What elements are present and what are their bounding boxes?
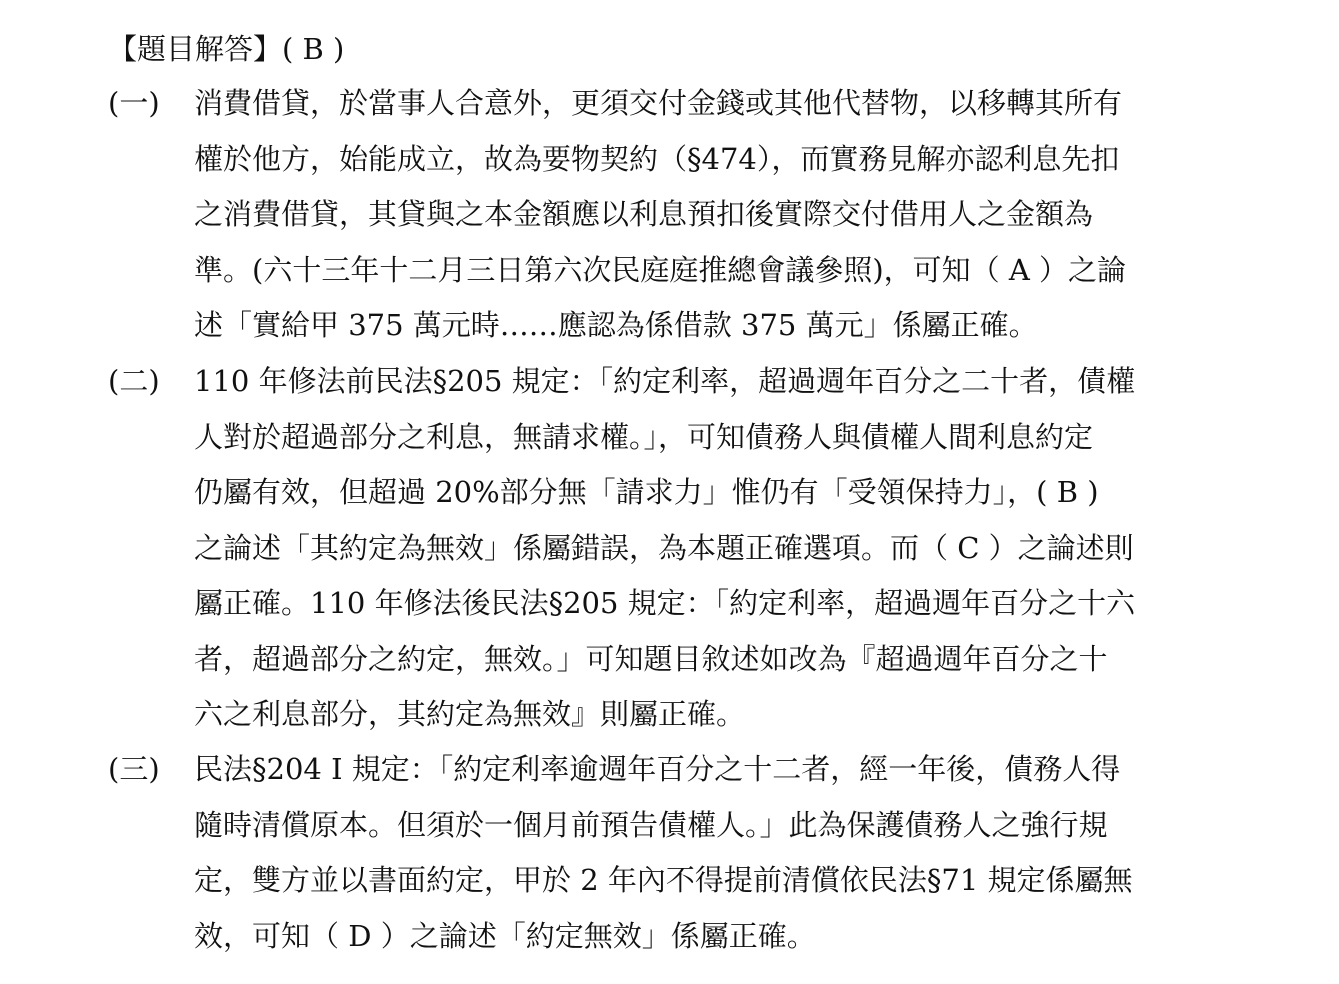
paragraph-line: 之消費借貸，其貸與之本金額應以利息預扣後實際交付借用人之金額為 xyxy=(194,197,1094,231)
paragraph-line: 者，超過部分之約定，無效。」可知題目敘述如改為『超過週年百分之十 xyxy=(194,641,1108,676)
answer-heading: 【題目解答】( B ) xyxy=(108,32,345,66)
section-one xyxy=(108,76,1258,354)
paragraph-line: 消費借貸，於當事人合意外，更須交付金錢或其他代替物，以移轉其所有 xyxy=(194,86,1123,120)
paragraph-line: 效，可知（ D ）之論述「約定無效」係屬正確。 xyxy=(194,918,816,953)
paragraph-line: 仍屬有效，但超過 20%部分無「請求力」惟仍有「受領保持力」，( B ) xyxy=(194,475,1099,509)
paragraph-line: 人對於超過部分之利息，無請求權。」，可知債務人與債權人間利息約定 xyxy=(194,419,1094,454)
paragraph-line: 述「實給甲 375 萬元時……應認為係借款 375 萬元」係屬正確。 xyxy=(194,308,1038,342)
paragraph-line: 定，雙方並以書面約定，甲於 2 年內不得提前清償依民法§71 規定係屬無 xyxy=(194,863,1133,897)
paragraph-line: 屬正確。110 年修法後民法§205 規定：「約定利率，超過週年百分之十六 xyxy=(194,586,1136,620)
paragraph-line: 六之利息部分，其約定為無效』則屬正確。 xyxy=(194,697,746,731)
paragraph-line: 民法§204 I 規定：「約定利率逾週年百分之十二者，經一年後，債務人得 xyxy=(194,752,1121,786)
paragraph-line: 隨時清償原本。但須於一個月前預告債權人。」此為保護債務人之強行規 xyxy=(194,807,1108,842)
section-three xyxy=(108,742,1258,964)
paragraph-line: 110 年修法前民法§205 規定：「約定利率，超過週年百分之二十者，債權 xyxy=(194,364,1136,398)
paragraph-line: 權於他方，始能成立，故為要物契約（§474），而實務見解亦認利息先扣 xyxy=(194,141,1120,176)
section-two xyxy=(108,354,1258,743)
paragraph-line: 準。(六十三年十二月三日第六次民庭庭推總會議參照)，可知（ A ）之論 xyxy=(194,252,1127,287)
section-marker: (一) xyxy=(108,86,160,120)
paragraph-line: 之論述「其約定為無效」係屬錯誤，為本題正確選項。而（ C ）之論述則 xyxy=(194,530,1134,565)
section-marker: (二) xyxy=(108,364,160,398)
section-marker: (三) xyxy=(108,752,160,786)
